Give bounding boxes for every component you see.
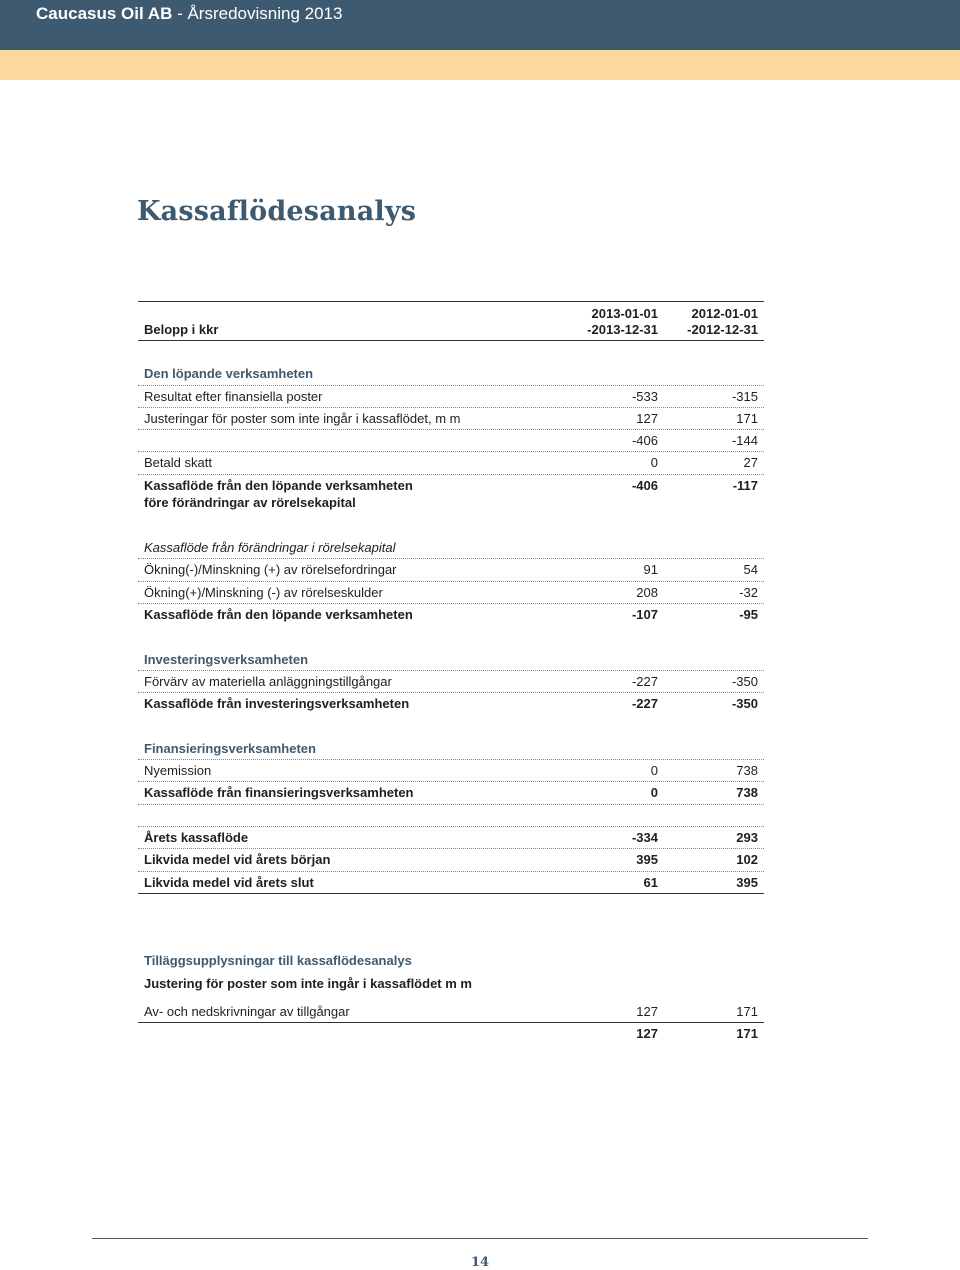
value-2012: -350 xyxy=(731,673,758,689)
row-label: Betald skatt xyxy=(144,455,212,471)
subtotal-label xyxy=(144,477,413,511)
value-2013: 0 xyxy=(650,455,658,471)
value-2013: -334 xyxy=(631,829,658,845)
header-brand: Caucasus Oil AB xyxy=(36,4,173,23)
page-title: Kassaflödesanalys xyxy=(137,196,417,227)
value-2012: 27 xyxy=(743,455,758,471)
table-header xyxy=(138,301,764,341)
value-2012: -95 xyxy=(739,606,758,622)
supplement-subheading xyxy=(138,973,764,995)
header-accent-stripe xyxy=(0,50,960,80)
value-2012: 738 xyxy=(736,763,758,779)
value-2012: -32 xyxy=(739,584,758,600)
amount-unit-label: Belopp i kkr xyxy=(144,322,219,337)
value-2012: -315 xyxy=(731,388,758,404)
subtotal-label-line1: Kassaflöde från den löpande verksamheten xyxy=(144,477,413,493)
value-2012: -350 xyxy=(731,696,758,712)
subtotal-row xyxy=(138,475,764,515)
table-row xyxy=(138,671,764,693)
value-2012: 395 xyxy=(736,874,758,890)
value-2013: 91 xyxy=(643,562,658,578)
supplement-subheading-label: Justering för poster som inte ingår i kassaflödet m m xyxy=(144,975,472,991)
value-2012: 293 xyxy=(736,829,758,845)
row-label: Kassaflöde från finansieringsverksamheten xyxy=(144,785,414,801)
value-2013: -406 xyxy=(631,477,658,493)
value-2012: 171 xyxy=(736,1004,758,1020)
supplement-heading-label: Tilläggsupplysningar till kassaflödesanalys xyxy=(144,953,412,969)
supplement-heading xyxy=(138,950,764,972)
table-row xyxy=(138,1001,764,1023)
value-2012: -144 xyxy=(731,433,758,449)
section-heading-label: Kassaflöde från förändringar i rörelsekapital xyxy=(144,540,396,556)
summary-row xyxy=(138,849,764,871)
section-heading-investing xyxy=(138,649,764,671)
table-row xyxy=(138,430,764,452)
value-2012: 171 xyxy=(736,1026,758,1042)
value-2012: 738 xyxy=(736,785,758,801)
value-2013: 127 xyxy=(636,1004,658,1020)
value-2013: 208 xyxy=(636,584,658,600)
section-heading-label: Investeringsverksamheten xyxy=(144,651,309,667)
section-heading-label: Den löpande verksamheten xyxy=(144,366,314,382)
total-row xyxy=(138,604,764,626)
column-header-2013-end: -2013-12-31 xyxy=(587,322,658,337)
total-row xyxy=(138,693,764,715)
row-label: Resultat efter finansiella poster xyxy=(144,388,323,404)
page-number: 14 xyxy=(470,1255,490,1270)
value-2013: 0 xyxy=(650,763,658,779)
section-heading-label: Finansieringsverksamheten xyxy=(144,740,316,756)
row-label: Justeringar för poster som inte ingår i kassaflödet, m m xyxy=(144,410,461,426)
table-row xyxy=(138,559,764,581)
value-2012: -117 xyxy=(732,477,758,493)
value-2013: -227 xyxy=(631,673,658,689)
column-header-2012-start: 2012-01-01 xyxy=(691,306,758,321)
row-label: Årets kassaflöde xyxy=(144,829,249,845)
value-2013: -107 xyxy=(631,606,658,622)
column-header-2013-start: 2013-01-01 xyxy=(591,306,658,321)
row-label: Ökning(+)/Minskning (-) av rörelseskulder xyxy=(144,584,383,600)
row-label: Förvärv av materiella anläggningstillgångar xyxy=(144,673,392,689)
subtotal-label-line2: före förändringar av rörelsekapital xyxy=(144,494,356,510)
footer-divider xyxy=(92,1238,868,1239)
cashflow-table xyxy=(138,301,764,1046)
value-2013: 127 xyxy=(636,1026,658,1042)
summary-row xyxy=(138,872,764,894)
table-row xyxy=(138,582,764,604)
table-row xyxy=(138,386,764,408)
value-2012: 102 xyxy=(736,852,758,868)
value-2012: 171 xyxy=(736,410,758,426)
header-title xyxy=(36,4,342,24)
row-label: Kassaflöde från investeringsverksamheten xyxy=(144,696,410,712)
section-heading-operating xyxy=(138,363,764,385)
value-2013: -406 xyxy=(631,433,658,449)
table-row xyxy=(138,408,764,430)
value-2013: 127 xyxy=(636,410,658,426)
header-subtitle: - Årsredovisning 2013 xyxy=(172,4,343,23)
page-header xyxy=(0,0,960,50)
table-row xyxy=(138,760,764,782)
section-heading-working-capital xyxy=(138,537,764,559)
section-heading-financing xyxy=(138,738,764,760)
column-header-2012 xyxy=(638,306,758,338)
row-label: Likvida medel vid årets början xyxy=(144,852,331,868)
row-label: Likvida medel vid årets slut xyxy=(144,874,314,890)
summary-row xyxy=(138,827,764,849)
table-row xyxy=(138,452,764,474)
value-2013: -533 xyxy=(631,388,658,404)
row-label: Av- och nedskrivningar av tillgångar xyxy=(144,1004,350,1020)
value-2013: 61 xyxy=(643,874,658,890)
row-label: Nyemission xyxy=(144,763,212,779)
value-2013: 395 xyxy=(636,852,658,868)
value-2013: 0 xyxy=(650,785,658,801)
total-row xyxy=(138,782,764,804)
value-2013: -227 xyxy=(631,696,658,712)
total-row xyxy=(138,1023,764,1045)
column-header-2012-end: -2012-12-31 xyxy=(687,322,758,337)
row-label: Kassaflöde från den löpande verksamheten xyxy=(144,606,413,622)
value-2012: 54 xyxy=(743,562,758,578)
row-label: Ökning(-)/Minskning (+) av rörelsefordringar xyxy=(144,562,397,578)
